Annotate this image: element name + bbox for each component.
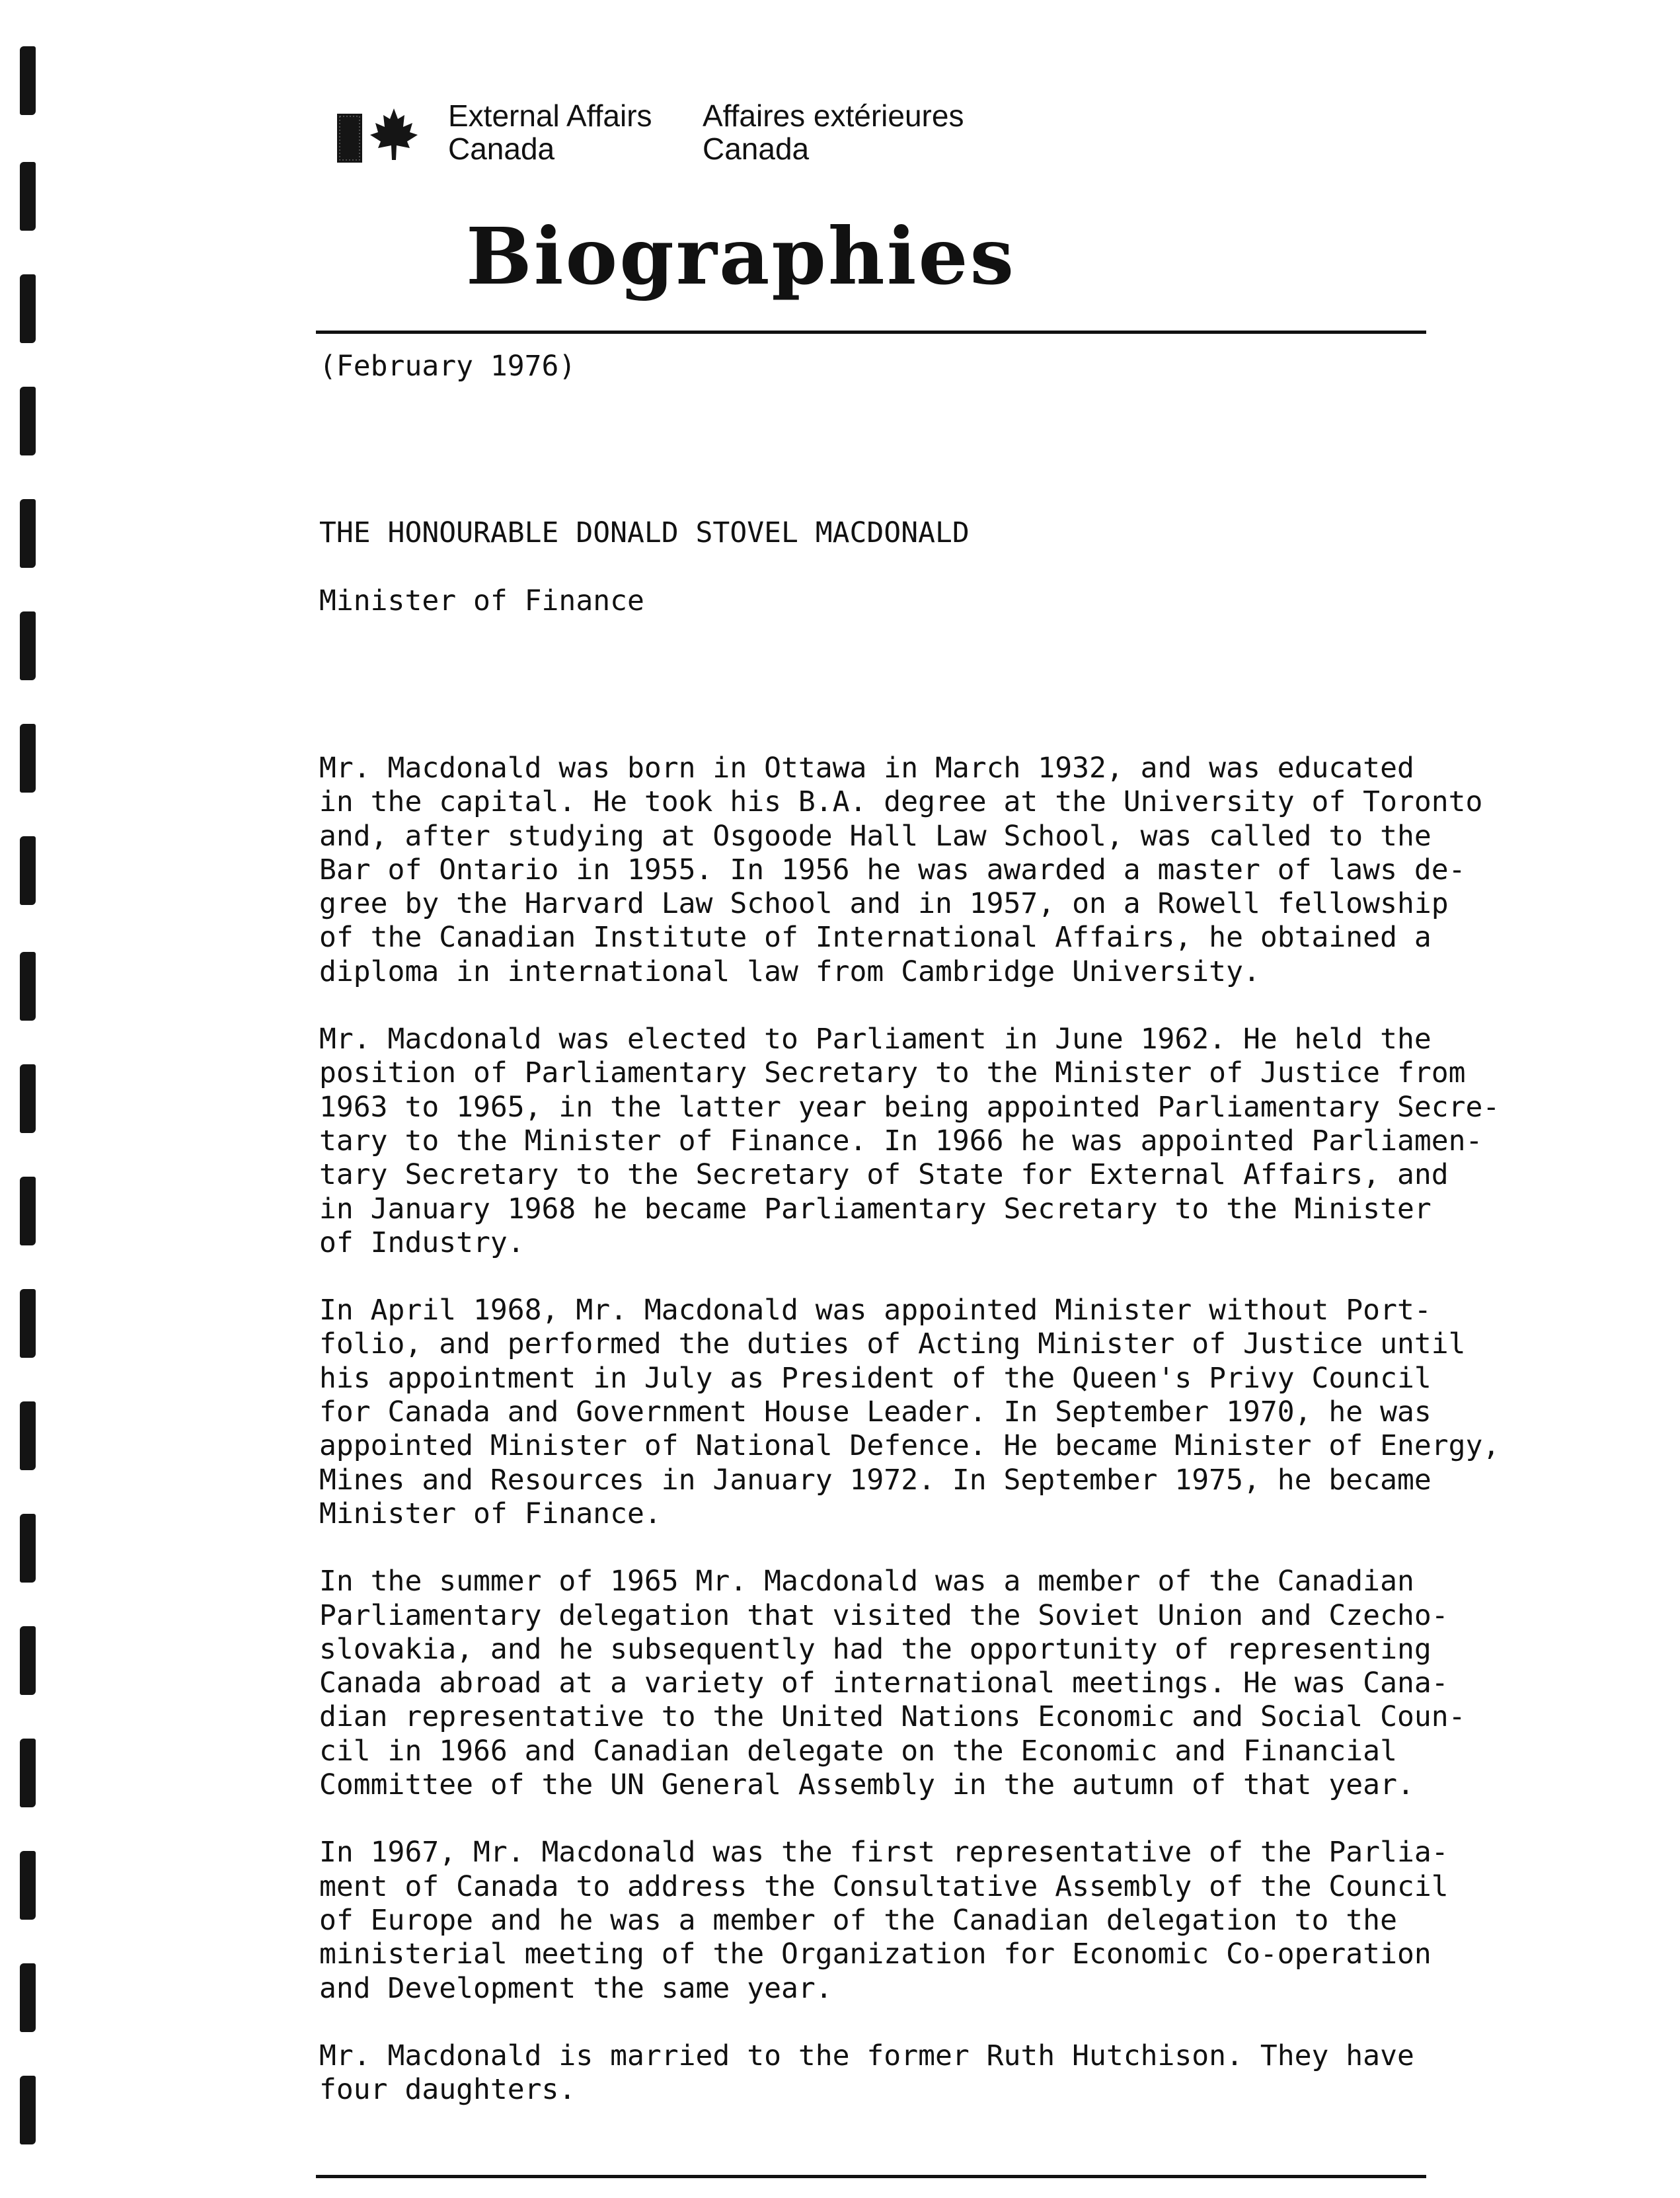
paragraph-line: and Development the same year.: [319, 1971, 833, 2005]
paragraph-line: gree by the Harvard Law School and in 1957, on a Rowell fellowship: [319, 887, 1449, 921]
paragraph-line: his appointment in July as President of the Queen's Privy Council: [319, 1361, 1432, 1395]
paragraph-line: four daughters.: [319, 2073, 576, 2107]
document-title: Biographies: [466, 210, 1016, 302]
paragraph-line: Minister of Finance.: [319, 1497, 662, 1530]
paragraph-line: for Canada and Government House Leader. In September 1970, he was: [319, 1395, 1432, 1429]
biography-body: [319, 752, 1500, 2140]
paragraph-line: of Industry.: [319, 1226, 525, 1259]
title-rule: [316, 331, 1426, 334]
paragraph-line: Mines and Resources in January 1972. In September 1975, he became: [319, 1463, 1432, 1497]
paragraph-line: 1963 to 1965, in the latter year being appointed Parliamentary Secre-: [319, 1090, 1500, 1124]
paragraph-line: diploma in international law from Cambridge University.: [319, 955, 1260, 988]
punch-mark: [20, 1401, 36, 1470]
binder-punch-marks: [0, 0, 53, 2198]
punch-mark: [20, 1851, 36, 1920]
biography-paragraph: [319, 2039, 1482, 2107]
publication-date: (February 1976): [319, 350, 576, 383]
paragraph-line: of Europe and he was a member of the Canadian delegation to the: [319, 1903, 1397, 1937]
paragraph-line: folio, and performed the duties of Acting Minister of Justice until: [319, 1327, 1466, 1361]
paragraph-line: Mr. Macdonald was elected to Parliament in June 1962. He held the: [319, 1023, 1432, 1056]
department-name-french: Affaires extérieures Canada: [703, 98, 964, 166]
punch-mark: [20, 162, 36, 231]
punch-mark: [20, 1177, 36, 1245]
paragraph-line: In the summer of 1965 Mr. Macdonald was a member of the Canadian: [319, 1565, 1414, 1598]
paragraph-line: tary Secretary to the Secretary of State for External Affairs, and: [319, 1158, 1449, 1192]
punch-mark: [20, 1739, 36, 1807]
biography-paragraph: [319, 1294, 1500, 1531]
canada-flag-maple-leaf-icon: [336, 106, 422, 165]
paragraph-line: in the capital. He took his B.A. degree at the University of Toronto: [319, 785, 1483, 819]
paragraph-line: Mr. Macdonald is married to the former Ruth Hutchison. They have: [319, 2039, 1414, 2072]
punch-mark: [20, 46, 36, 115]
punch-mark: [20, 1514, 36, 1583]
paragraph-line: of the Canadian Institute of International Affairs, he obtained a: [319, 921, 1432, 955]
punch-mark: [20, 1963, 36, 2032]
footer-rule: [316, 2175, 1426, 2178]
paragraph-line: and, after studying at Osgoode Hall Law School, was called to the: [319, 819, 1432, 853]
biography-paragraph: [319, 752, 1482, 989]
paragraph-line: Bar of Ontario in 1955. In 1956 he was awarded a master of laws de-: [319, 853, 1466, 886]
biography-paragraph: [319, 1836, 1482, 2005]
paragraph-line: dian representative to the United Nations Economic and Social Coun-: [319, 1700, 1466, 1734]
paragraph-line: In 1967, Mr. Macdonald was the first representative of the Parlia-: [319, 1836, 1449, 1869]
punch-mark: [20, 724, 36, 793]
punch-mark: [20, 611, 36, 680]
punch-mark: [20, 1626, 36, 1695]
paragraph-line: Mr. Macdonald was born in Ottawa in March 1932, and was educated: [319, 752, 1414, 785]
paragraph-line: in January 1968 he became Parliamentary Secretary to the Minister: [319, 1192, 1432, 1226]
paragraph-line: Committee of the UN General Assembly in the autumn of that year.: [319, 1768, 1414, 1802]
paragraph-line: Canada abroad at a variety of international meetings. He was Cana-: [319, 1667, 1449, 1700]
biography-paragraph: [319, 1023, 1500, 1260]
paragraph-line: In April 1968, Mr. Macdonald was appointed Minister without Port-: [319, 1294, 1432, 1327]
subject-name: THE HONOURABLE DONALD STOVEL MACDONALD: [319, 516, 970, 549]
punch-mark: [20, 1289, 36, 1358]
punch-mark: [20, 274, 36, 343]
punch-mark: [20, 1064, 36, 1133]
paragraph-line: cil in 1966 and Canadian delegate on the Economic and Financial: [319, 1734, 1397, 1768]
paragraph-line: Parliamentary delegation that visited the Soviet Union and Czecho-: [319, 1598, 1449, 1632]
paragraph-line: appointed Minister of National Defence. He became Minister of Energy,: [319, 1429, 1500, 1463]
punch-mark: [20, 499, 36, 568]
punch-mark: [20, 387, 36, 455]
paragraph-line: ministerial meeting of the Organization for Economic Co-operation: [319, 1938, 1432, 1971]
biography-paragraph: [319, 1565, 1482, 1802]
paragraph-line: tary to the Minister of Finance. In 1966 he was appointed Parliamen-: [319, 1124, 1483, 1158]
punch-mark: [20, 952, 36, 1021]
paragraph-line: position of Parliamentary Secretary to the Minister of Justice from: [319, 1056, 1466, 1090]
department-name-english: External Affairs Canada: [448, 98, 652, 166]
punch-mark: [20, 836, 36, 905]
punch-mark: [20, 2076, 36, 2144]
subject-position: Minister of Finance: [319, 584, 644, 617]
paragraph-line: slovakia, and he subsequently had the opportunity of representing: [319, 1632, 1432, 1666]
letterhead: [336, 99, 1063, 172]
paragraph-line: ment of Canada to address the Consultative Assembly of the Council: [319, 1869, 1449, 1903]
